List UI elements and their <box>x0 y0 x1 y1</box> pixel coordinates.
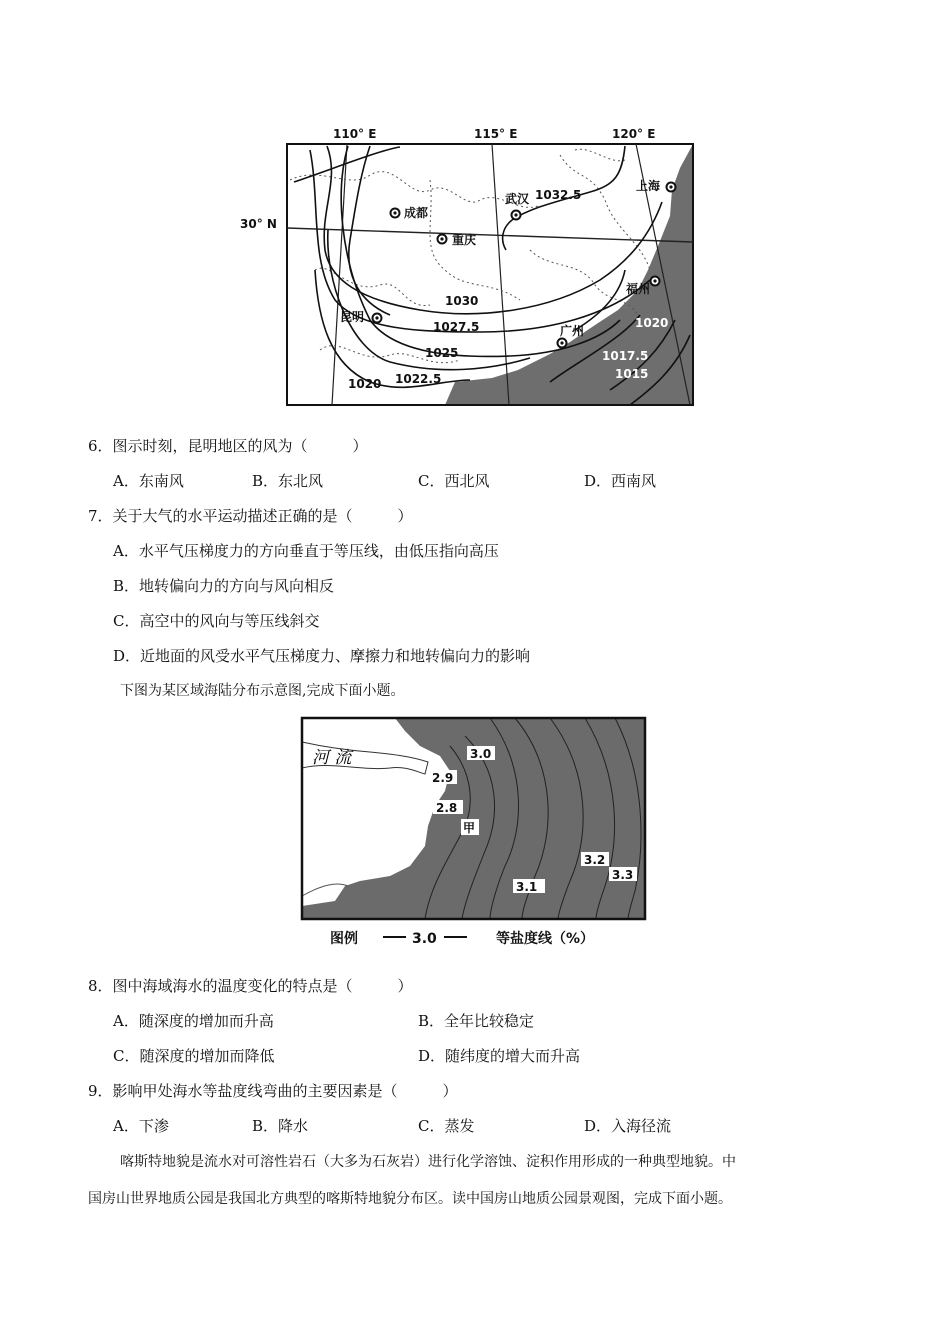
island <box>360 789 410 819</box>
q7-option-b[interactable]: B．地转偏向力的方向与风向相反 <box>113 577 335 595</box>
city-label-fuzhou: 福州 <box>626 282 651 296</box>
q8-option-c[interactable]: C．随深度的增加而降低 <box>113 1047 275 1065</box>
q6-option-d[interactable]: D．西南风 <box>584 472 657 490</box>
lon-label-115: 115° E <box>474 127 518 141</box>
isoline-label-3-2: 3.2 <box>584 853 606 867</box>
isoline-label-3-0: 3.0 <box>470 747 492 761</box>
intro-karst-line2: 国房山世界地质公园是我国北方典型的喀斯特地貌分布区。读中国房山地质公园景观图，完成下面小题。 <box>88 1191 732 1207</box>
q9-option-c[interactable]: C．蒸发 <box>418 1117 475 1135</box>
isobar-label-1032-5: 1032.5 <box>535 188 582 202</box>
lat-label-30: 30° N <box>240 217 277 231</box>
q8-stem: 8．图中海域海水的温度变化的特点是（ ） <box>88 977 413 995</box>
q6-option-c[interactable]: C．西北风 <box>418 472 490 490</box>
intro-salinity: 下图为某区域海陆分布示意图,完成下面小题。 <box>120 683 405 699</box>
q8-option-d[interactable]: D．随纬度的增大而升高 <box>418 1047 581 1065</box>
lon-label-110: 110° E <box>333 127 377 141</box>
city-label-wuhan: 武汉 <box>505 192 530 206</box>
intro-karst-line1: 喀斯特地貌是流水对可溶性岩石（大多为石灰岩）进行化学溶蚀、淀积作用形成的一种典型地貌。中 <box>120 1154 736 1170</box>
q9-option-b[interactable]: B．降水 <box>252 1117 309 1135</box>
isobar-label-1030: 1030 <box>445 294 479 308</box>
q7-stem: 7．关于大气的水平运动描述正确的是（ ） <box>88 507 413 525</box>
isobar-label-1020-west: 1020 <box>348 377 382 391</box>
isobar-label-1027-5: 1027.5 <box>433 320 480 334</box>
river-label: 河 流 <box>312 748 352 768</box>
q7-option-d[interactable]: D．近地面的风受水平气压梯度力、摩擦力和地转偏向力的影响 <box>113 647 531 665</box>
legend <box>330 930 594 947</box>
legend-value: 3.0 <box>412 931 437 947</box>
isobar-map <box>230 120 710 415</box>
salinity-map <box>300 716 652 954</box>
legend-text: 等盐度线（%） <box>496 931 595 947</box>
q9-option-a[interactable]: A．下渗 <box>113 1117 169 1135</box>
q6-option-a[interactable]: A．东南风 <box>113 472 184 490</box>
isobar-label-1022-5: 1022.5 <box>395 372 442 386</box>
isobar-label-1020-east: 1020 <box>635 316 669 330</box>
point-label-jia: 甲 <box>463 821 476 835</box>
city-label-chongqing: 重庆 <box>452 233 477 247</box>
q9-option-d[interactable]: D．入海径流 <box>584 1117 672 1135</box>
islet-small <box>420 828 426 834</box>
lon-label-120: 120° E <box>612 127 656 141</box>
q8-option-b[interactable]: B．全年比较稳定 <box>418 1012 535 1030</box>
q6-option-b[interactable]: B．东北风 <box>252 472 324 490</box>
isobar-label-1015: 1015 <box>615 367 649 381</box>
isobar-label-1017-5: 1017.5 <box>602 349 649 363</box>
city-label-guangzhou: 广州 <box>560 324 585 338</box>
islet <box>395 820 406 831</box>
legend-prefix: 图例 <box>330 931 358 947</box>
isoline-label-3-3: 3.3 <box>612 868 634 882</box>
q7-option-c[interactable]: C．高空中的风向与等压线斜交 <box>113 612 320 630</box>
q8-option-a[interactable]: A．随深度的增加而升高 <box>113 1012 274 1030</box>
q6-stem: 6．图示时刻，昆明地区的风为（ ） <box>88 437 368 455</box>
city-label-shanghai: 上海 <box>636 179 661 193</box>
city-label-kunming: 昆明 <box>340 310 365 324</box>
q9-stem: 9．影响甲处海水等盐度线弯曲的主要因素是（ ） <box>88 1082 458 1100</box>
isoline-label-3-1: 3.1 <box>516 880 538 894</box>
isoline-label-2-8: 2.8 <box>436 801 458 815</box>
q7-option-a[interactable]: A．水平气压梯度力的方向垂直于等压线，由低压指向高压 <box>113 542 499 560</box>
isoline-label-2-9: 2.9 <box>432 771 454 785</box>
city-label-chengdu: 成都 <box>404 206 429 220</box>
isobar-label-1025: 1025 <box>425 346 459 360</box>
